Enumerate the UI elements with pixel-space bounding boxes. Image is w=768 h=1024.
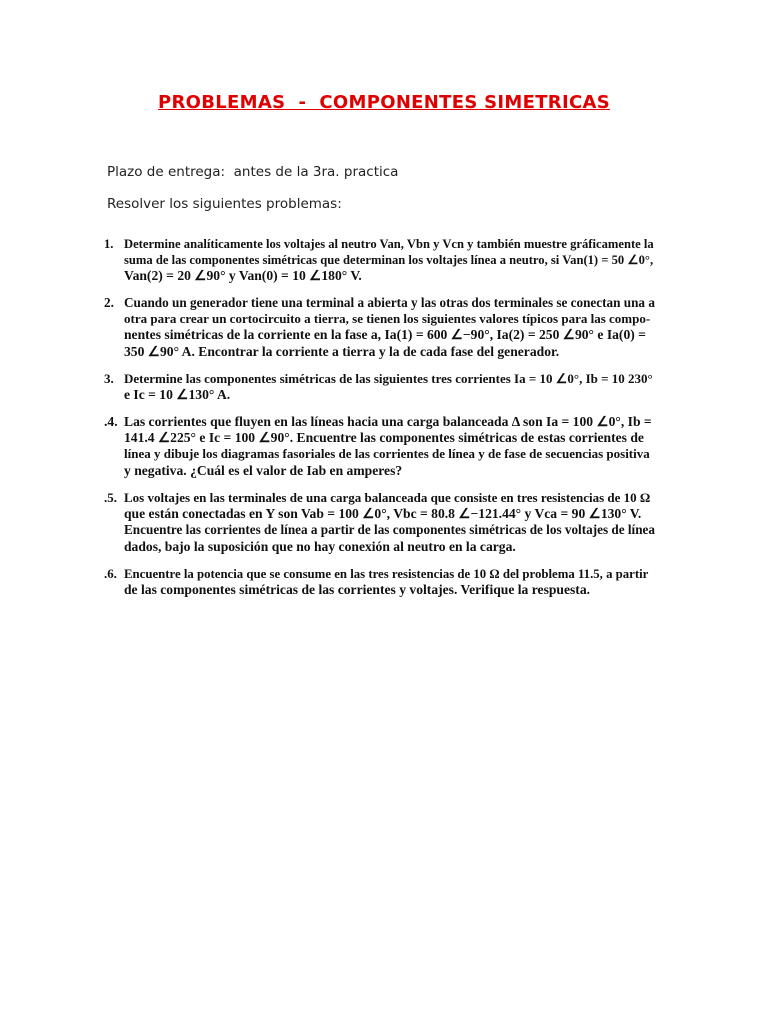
problem-line: 350 ∠90° A. Encontrar la corriente a tierra y la de cada fase del generador. bbox=[124, 343, 560, 359]
problem-line: Cuando un generador tiene una terminal a abierta y las otras dos terminales se conectan una a bbox=[124, 295, 655, 310]
problem-4 bbox=[104, 414, 656, 479]
problem-line: Los voltajes en las terminales de una carga balanceada que consiste en tres resistencias de 10 Ω bbox=[124, 490, 651, 505]
scanned-problem-list bbox=[104, 228, 660, 600]
problem-line: que están conectadas en Y son Vab = 100 ∠0°, Vbc = 80.8 ∠−121.44° y Vca = 90 ∠130° V. bbox=[124, 506, 642, 522]
problem-number: 3. bbox=[104, 371, 114, 386]
document-title: PROBLEMAS - COMPONENTES SIMETRICAS bbox=[158, 92, 610, 113]
problem-line: Determine las componentes simétricas de las siguientes tres corrientes Ia = 10 ∠0°, Ib = 10 230° bbox=[124, 371, 653, 386]
problem-line: 141.4 ∠225° e Ic = 100 ∠90°. Encuentre las componentes simétricas de estas corrientes de bbox=[124, 430, 644, 446]
problem-number: .5. bbox=[104, 490, 117, 505]
problem-line: línea y dibuje los diagramas fasoriales de las corrientes de línea y de fase de secuencias positiva bbox=[124, 446, 650, 462]
problem-number: .6. bbox=[104, 567, 117, 581]
problem-6 bbox=[104, 566, 656, 598]
problem-line: Encuentre las corrientes de línea a partir de las componentes simétricas de los voltajes de línea bbox=[124, 522, 655, 538]
problem-line: dados, bajo la suposición que no hay conexión al neutro en la carga. bbox=[124, 538, 516, 554]
problem-number: .4. bbox=[104, 414, 118, 429]
problem-2 bbox=[104, 295, 656, 360]
problem-1 bbox=[104, 236, 656, 285]
problem-number: 2. bbox=[104, 295, 114, 310]
problem-line: e Ic = 10 ∠130° A. bbox=[124, 387, 231, 403]
problem-line: suma de las componentes simétricas que determinan los voltajes línea a neutro, si Van(1) = 50 ∠0°, bbox=[124, 253, 654, 268]
problem-line: Las corrientes que fluyen en las líneas hacia una carga balanceada Δ son Ia = 100 ∠0°, Ib = bbox=[124, 414, 652, 429]
problem-line: Van(2) = 20 ∠90° y Van(0) = 10 ∠180° V. bbox=[124, 268, 362, 284]
problem-line: Determine analíticamente los voltajes al neutro Van, Vbn y Vcn y también muestre gráficamente la bbox=[124, 237, 654, 251]
problem-line: otra para crear un cortocircuito a tierra, se tienen los siguientes valores típicos para las compo- bbox=[124, 311, 651, 327]
deadline-text: Plazo de entrega: antes de la 3ra. practica bbox=[107, 164, 399, 180]
problem-5 bbox=[104, 490, 656, 555]
instruction-text: Resolver los siguientes problemas: bbox=[107, 196, 342, 212]
problem-line: y negativa. ¿Cuál es el valor de Iab en amperes? bbox=[124, 462, 403, 478]
problem-number: 1. bbox=[104, 237, 114, 251]
problem-line: nentes simétricas de la corriente en la fase a, Ia(1) = 600 ∠−90°, Ia(2) = 250 ∠90° e Ia(0) = bbox=[124, 327, 646, 343]
problem-line: Encuentre la potencia que se consume en las tres resistencias de 10 Ω del problema 11.5, a partir bbox=[124, 567, 649, 581]
problem-line: de las componentes simétricas de las corrientes y voltajes. Verifique la respuesta. bbox=[124, 582, 591, 598]
problem-3 bbox=[104, 371, 656, 403]
